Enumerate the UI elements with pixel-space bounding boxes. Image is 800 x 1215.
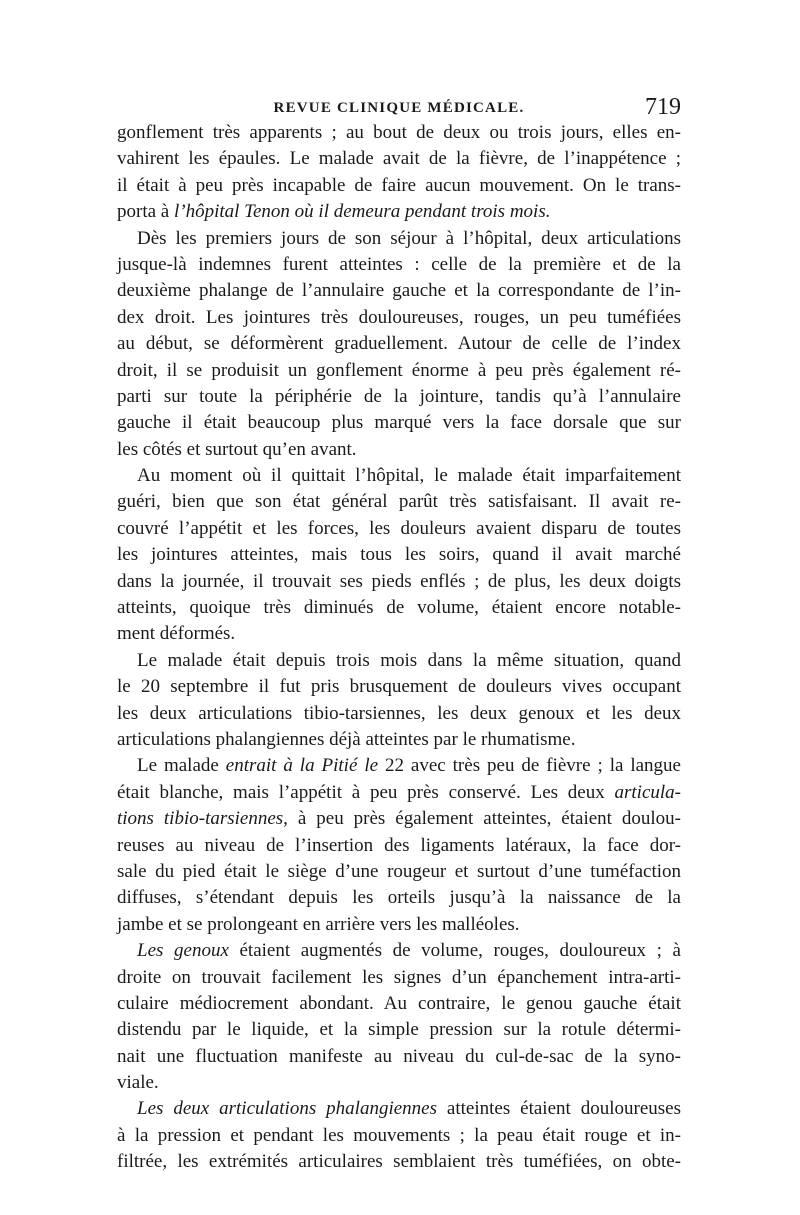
- text-line: [117, 305, 681, 331]
- text-line: [117, 199, 681, 225]
- text-segment: ment déformés.: [117, 623, 236, 645]
- text-segment: nait une fluctuation manifeste au niveau du cul-de-sac de la syno-: [117, 1045, 681, 1067]
- text-line: [117, 252, 681, 278]
- text-line: [117, 1017, 681, 1043]
- text-line: [117, 358, 681, 384]
- text-line: [117, 701, 681, 727]
- text-line: [117, 1149, 681, 1175]
- text-line: [117, 542, 681, 568]
- text-segment: parti sur toute la périphérie de la jointure, tandis qu’à l’annulaire: [117, 385, 681, 407]
- text-line: [117, 226, 681, 252]
- text-line: [117, 885, 681, 911]
- text-line: [117, 489, 681, 515]
- text-line: [117, 516, 681, 542]
- italic-text: entrait à la Pitié le: [225, 755, 379, 777]
- text-segment: Au moment où il quittait l’hôpital, le malade était imparfaitement: [137, 465, 681, 487]
- text-line: [117, 146, 681, 172]
- text-segment: droite on trouvait facilement les signes d’un épanchement intra-arti-: [117, 966, 681, 988]
- text-line: [117, 463, 681, 489]
- text-line: [117, 331, 681, 357]
- text-line: [117, 384, 681, 410]
- text-segment: droit, il se produisit un gonflement énorme à peu près également ré-: [117, 359, 681, 381]
- text-segment: deuxième phalange de l’annulaire gauche et la correspondante de l’in-: [117, 280, 681, 302]
- text-line: [117, 1044, 681, 1070]
- text-line: [117, 965, 681, 991]
- text-segment: était blanche, mais l’appétit à peu près conservé. Les deux: [117, 781, 615, 803]
- text-line: [117, 1070, 681, 1096]
- text-line: [117, 938, 681, 964]
- text-line: [117, 621, 681, 647]
- text-segment: jusque-là indemnes furent atteintes : celle de la première et de la: [117, 253, 681, 275]
- italic-text: Les deux articulations phalangiennes: [137, 1098, 437, 1120]
- text-segment: culaire médiocrement abondant. Au contraire, le genou gauche était: [117, 992, 681, 1014]
- text-segment: viale.: [117, 1072, 159, 1094]
- text-segment: atteintes étaient douloureuses: [436, 1098, 681, 1120]
- running-title: REVUE CLINIQUE MÉDICALE.: [273, 100, 525, 116]
- text-line: [117, 833, 681, 859]
- text-segment: distendu par le liquide, et la simple pression sur la rotule détermi-: [117, 1019, 681, 1041]
- text-line: [117, 1123, 681, 1149]
- text-segment: 22 avec très peu de fièvre ; la langue: [378, 755, 681, 777]
- text-segment: dex droit. Les jointures très douloureuses, rouges, un peu tuméfiées: [117, 306, 681, 328]
- page-number: 719: [645, 94, 681, 120]
- text-segment: jambe et se prolongeant en arrière vers les malléoles.: [117, 913, 520, 935]
- italic-text: l’hôpital Tenon où il demeura pendant trois mois.: [173, 201, 551, 223]
- text-segment: sale du pied était le siège d’une rougeur et surtout d’une tuméfaction: [117, 860, 681, 882]
- text-line: [117, 859, 681, 885]
- text-line: [117, 173, 681, 199]
- text-segment: filtrée, les extrémités articulaires semblaient très tuméfiées, on obte-: [117, 1151, 681, 1173]
- text-line: [117, 648, 681, 674]
- text-segment: les jointures atteintes, mais tous les soirs, quand il avait marché: [117, 544, 681, 566]
- text-line: [117, 806, 681, 832]
- text-line: [117, 912, 681, 938]
- text-line: [117, 278, 681, 304]
- text-line: [117, 410, 681, 436]
- italic-text: tions tibio-tarsiennes,: [117, 808, 288, 830]
- text-line: [117, 1096, 681, 1122]
- body-text: [117, 120, 681, 1176]
- text-segment: les côtés et surtout qu’en avant.: [117, 438, 357, 460]
- text-line: [117, 753, 681, 779]
- text-segment: Dès les premiers jours de son séjour à l’hôpital, deux articulations: [137, 227, 681, 249]
- text-segment: dans la journée, il trouvait ses pieds enflés ; de plus, les deux doigts: [117, 570, 681, 592]
- text-segment: à la pression et pendant les mouvements ; la peau était rouge et in-: [117, 1124, 681, 1146]
- text-segment: le 20 septembre il fut pris brusquement de douleurs vives occupant: [117, 676, 681, 698]
- text-line: [117, 437, 681, 463]
- text-line: [117, 595, 681, 621]
- text-line: [117, 727, 681, 753]
- text-segment: au début, se déformèrent graduellement. Autour de celle de l’index: [117, 333, 681, 355]
- text-segment: diffuses, s’étendant depuis les orteils jusqu’à la naissance de la: [117, 887, 681, 909]
- text-segment: gauche il était beaucoup plus marqué vers la face dorsale que sur: [117, 412, 681, 434]
- text-line: [117, 780, 681, 806]
- text-segment: vahirent les épaules. Le malade avait de la fièvre, de l’inappétence ;: [117, 148, 681, 170]
- text-segment: gonflement très apparents ; au bout de deux ou trois jours, elles en-: [117, 122, 681, 143]
- text-segment: couvré l’appétit et les forces, les douleurs avaient disparu de toutes: [117, 517, 681, 539]
- text-segment: il était à peu près incapable de faire aucun mouvement. On le trans-: [117, 174, 681, 196]
- text-line: [117, 569, 681, 595]
- text-segment: reuses au niveau de l’insertion des ligaments latéraux, la face dor-: [117, 834, 681, 856]
- text-line: [117, 674, 681, 700]
- text-segment: les deux articulations tibio-tarsiennes, les deux genoux et les deux: [117, 702, 681, 724]
- text-line: [117, 120, 681, 146]
- text-segment: guéri, bien que son état général parût très satisfaisant. Il avait re-: [117, 491, 681, 513]
- text-segment: porta à: [117, 201, 174, 223]
- text-segment: Le malade: [137, 755, 226, 777]
- italic-text: Les genoux: [137, 940, 229, 962]
- text-segment: Le malade était depuis trois mois dans la même situation, quand: [137, 649, 681, 671]
- text-line: [117, 991, 681, 1017]
- text-segment: à peu près également atteintes, étaient doulou-: [287, 808, 681, 830]
- text-segment: articulations phalangiennes déjà atteintes par le rhumatisme.: [117, 728, 576, 750]
- italic-text: articula-: [614, 781, 681, 803]
- text-segment: atteints, quoique très diminués de volume, étaient encore notable-: [117, 597, 681, 619]
- text-segment: étaient augmentés de volume, rouges, douloureux ; à: [228, 940, 681, 962]
